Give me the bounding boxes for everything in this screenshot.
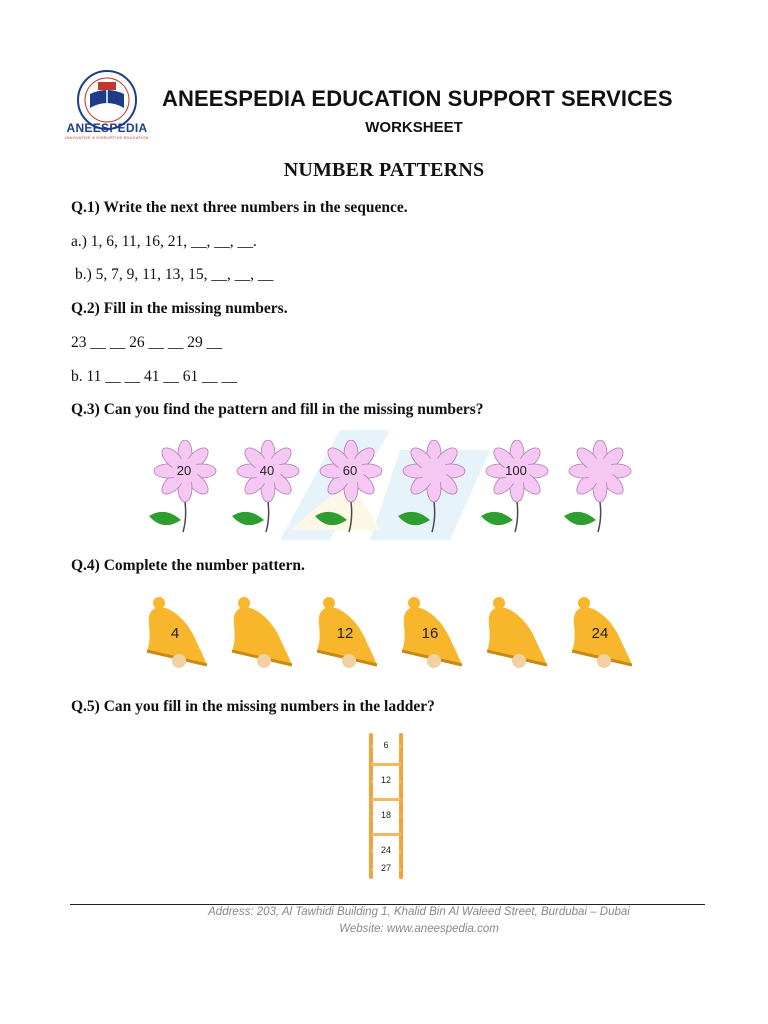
bell-2 bbox=[230, 595, 300, 673]
ladder-number: 6 bbox=[373, 740, 399, 751]
bell-number: 24 bbox=[591, 625, 609, 642]
ladder-number: 18 bbox=[373, 810, 399, 821]
footer-address: Address: 203, Al Tawhidi Building 1, Khalid Bin Al Waleed Street, Burdubai – Dubai bbox=[208, 906, 630, 918]
ladder-number: 27 bbox=[373, 863, 399, 874]
question-2-label: Q.2) Fill in the missing numbers. bbox=[71, 300, 288, 317]
logo-name: ANEESPEDIA bbox=[66, 121, 148, 135]
flower-icon bbox=[145, 440, 225, 535]
ladder-number: 12 bbox=[373, 775, 399, 786]
question-5-label: Q.5) Can you fill in the missing numbers in the ladder? bbox=[71, 698, 435, 715]
ladder bbox=[365, 733, 407, 879]
flower-icon bbox=[394, 440, 474, 535]
flower-2 bbox=[228, 440, 310, 535]
bell-icon bbox=[485, 595, 555, 673]
bell-number: 16 bbox=[421, 625, 439, 642]
bell-6 bbox=[570, 595, 640, 673]
bell-number: 12 bbox=[336, 625, 354, 642]
ladder-rung bbox=[371, 763, 401, 766]
question-1-label: Q.1) Write the next three numbers in the sequence. bbox=[71, 199, 408, 216]
flower-6 bbox=[560, 440, 642, 535]
flower-number: 60 bbox=[342, 463, 358, 478]
flower-3 bbox=[311, 440, 393, 535]
flower-4 bbox=[394, 440, 476, 535]
bell-number: 4 bbox=[170, 625, 180, 642]
ladder-rail-left bbox=[369, 733, 373, 879]
flower-icon bbox=[477, 440, 557, 535]
flower-1 bbox=[145, 440, 227, 535]
bell-1 bbox=[145, 595, 215, 673]
flower-icon bbox=[228, 440, 308, 535]
page-title: NUMBER PATTERNS bbox=[283, 159, 485, 181]
question-1-line-b: b.) 5, 7, 9, 11, 13, 15, __, __, __ bbox=[75, 266, 274, 283]
flower-icon bbox=[560, 440, 640, 535]
footer-divider bbox=[70, 904, 705, 905]
footer-website: Website: www.aneespedia.com bbox=[339, 923, 499, 935]
bell-3 bbox=[315, 595, 385, 673]
bell-5 bbox=[485, 595, 555, 673]
bell-4 bbox=[400, 595, 470, 673]
doc-type: WORKSHEET bbox=[365, 119, 463, 136]
ladder-rail-right bbox=[399, 733, 403, 879]
flower-row bbox=[140, 440, 640, 540]
org-name: ANEESPEDIA EDUCATION SUPPORT SERVICES bbox=[162, 86, 673, 111]
ladder-rung bbox=[371, 833, 401, 836]
flower-number: 40 bbox=[259, 463, 275, 478]
bell-row bbox=[140, 595, 640, 675]
ladder-rung bbox=[371, 798, 401, 801]
question-4-label: Q.4) Complete the number pattern. bbox=[71, 557, 305, 574]
question-1-line-a: a.) 1, 6, 11, 16, 21, __, __, __. bbox=[71, 233, 257, 250]
question-2-line-a: 23 __ __ 26 __ __ 29 __ bbox=[71, 334, 223, 351]
flower-5 bbox=[477, 440, 559, 535]
question-2-line-b: b. 11 __ __ 41 __ 61 __ __ bbox=[71, 368, 238, 385]
question-3-label: Q.3) Can you find the pattern and fill in the missing numbers? bbox=[71, 401, 484, 418]
logo-tagline: INNOVATIVE & DISRUPTIVE EDUCATION bbox=[65, 135, 149, 140]
bell-icon bbox=[230, 595, 300, 673]
flower-number: 20 bbox=[176, 463, 192, 478]
flower-icon bbox=[311, 440, 391, 535]
flower-number: 100 bbox=[505, 463, 527, 478]
ladder-number: 24 bbox=[373, 845, 399, 856]
